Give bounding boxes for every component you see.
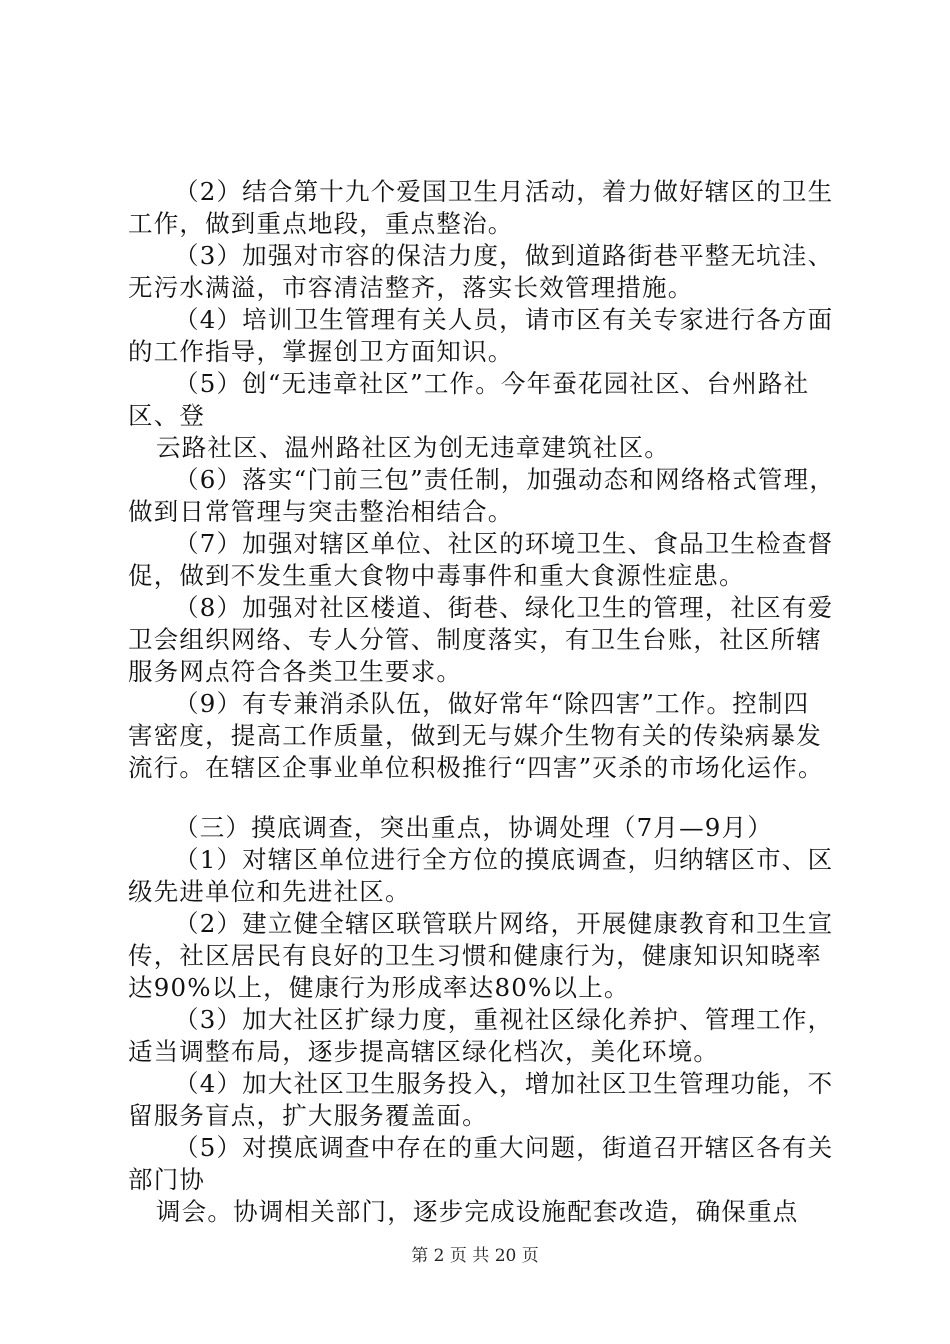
text-line: 卫会组织网络、专人分管、制度落实，有卫生台账，社区所辖 bbox=[128, 625, 822, 654]
text-line: 工作，做到重点地段，重点整治。 bbox=[128, 209, 514, 238]
text-line: 服务网点符合各类卫生要求。 bbox=[128, 657, 463, 686]
text-line: 适当调整布局，逐步提高辖区绿化档次，美化环境。 bbox=[128, 1037, 720, 1066]
text-line: （1）对辖区单位进行全方位的摸底调查，归纳辖区市、区 bbox=[174, 845, 834, 874]
text-line: 做到日常管理与突击整治相结合。 bbox=[128, 497, 514, 526]
text-line: 促，做到不发生重大食物中毒事件和重大食源性症患。 bbox=[128, 561, 745, 590]
text-line: 传，社区居民有良好的卫生习惯和健康行为，健康知识知晓率 bbox=[128, 941, 822, 970]
text-line: （8）加强对社区楼道、街巷、绿化卫生的管理，社区有爱 bbox=[174, 593, 834, 622]
text-line: 级先进单位和先进社区。 bbox=[128, 877, 411, 906]
text-line: （2）建立健全辖区联管联片网络，开展健康教育和卫生宣 bbox=[174, 909, 834, 938]
text-line: （7）加强对辖区单位、社区的环境卫生、食品卫生检查督 bbox=[174, 529, 834, 558]
section-heading: （三）摸底调查，突出重点，协调处理（7月—9月） bbox=[174, 813, 773, 842]
text-line: （2）结合第十九个爱国卫生月活动，着力做好辖区的卫生 bbox=[174, 177, 834, 206]
text-line: 害密度，提高工作质量，做到无与媒介生物有关的传染病暴发 bbox=[128, 721, 822, 750]
text-line: 区、登 bbox=[128, 401, 206, 430]
text-line: 部门协 bbox=[128, 1165, 206, 1194]
text-line: （5）对摸底调查中存在的重大问题，街道召开辖区各有关 bbox=[174, 1133, 834, 1162]
text-line: （4）加大社区卫生服务投入，增加社区卫生管理功能，不 bbox=[174, 1069, 834, 1098]
text-line: 无污水满溢，市容清洁整齐，落实长效管理措施。 bbox=[128, 273, 694, 302]
text-line: 达90%以上，健康行为形成率达80%以上。 bbox=[128, 973, 630, 1002]
text-line: 调会。协调相关部门，逐步完成设施配套改造，确保重点 bbox=[156, 1197, 799, 1226]
text-line: 流行。在辖区企事业单位积极推行“四害”灭杀的市场化运作。 bbox=[128, 753, 824, 782]
text-line: （9）有专兼消杀队伍，做好常年“除四害”工作。控制四 bbox=[174, 689, 810, 718]
text-line: 云路社区、温州路社区为创无违章建筑社区。 bbox=[156, 433, 670, 462]
text-line: （6）落实“门前三包”责任制，加强动态和网络格式管理， bbox=[174, 465, 836, 494]
text-line: 留服务盲点，扩大服务覆盖面。 bbox=[128, 1101, 488, 1130]
page-number-footer: 第 2 页 共 20 页 bbox=[411, 1246, 539, 1266]
text-line: 的工作指导，掌握创卫方面知识。 bbox=[128, 337, 514, 366]
text-line: （4）培训卫生管理有关人员，请市区有关专家进行各方面 bbox=[174, 305, 834, 334]
text-line: （5）创“无违章社区”工作。今年蚕花园社区、台州路社 bbox=[174, 369, 810, 398]
text-line: （3）加强对市容的保洁力度，做到道路街巷平整无坑洼、 bbox=[174, 241, 834, 270]
text-line: （3）加大社区扩绿力度，重视社区绿化养护、管理工作， bbox=[174, 1005, 834, 1034]
